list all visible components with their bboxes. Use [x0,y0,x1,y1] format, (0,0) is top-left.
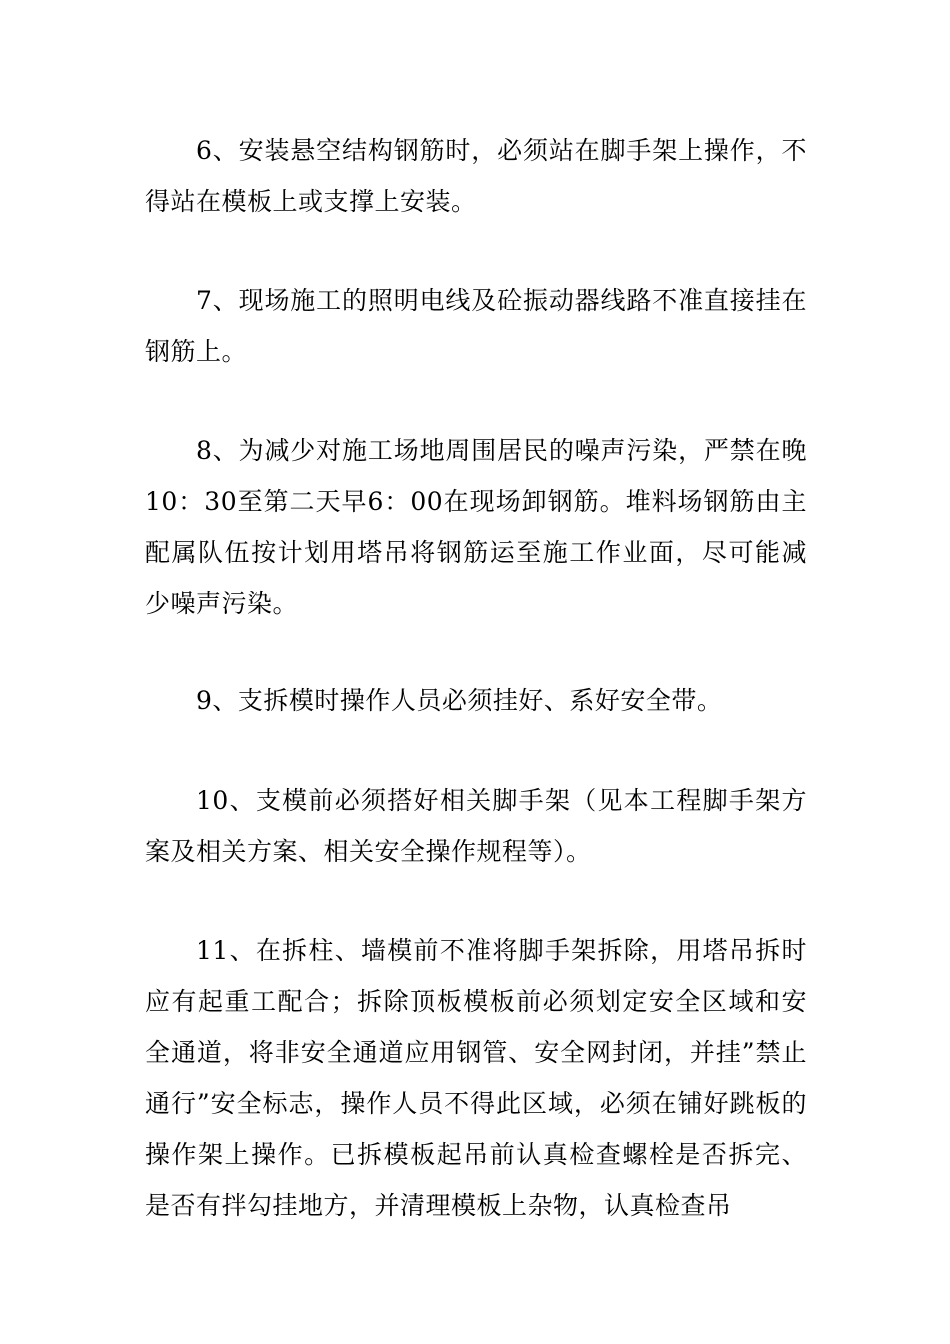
paragraph-11: 11、在拆柱、墙模前不准将脚手架拆除，用塔吊拆时应有起重工配合；拆除顶板模板前必须划定安全区域和安全通道，将非安全通道应用钢管、安全网封闭，并挂”禁止通行”安全标志，操作人员不得此区域，必须在铺好跳板的操作架上操作。已拆模板起吊前认真检查螺栓是否拆完、是否有拌勾挂地方，并清理模板上杂物，认真检查吊 [145,936,807,1220]
paragraph-9: 9、支拆模时操作人员必须挂好、系好安全带。 [196,686,723,715]
paragraph-10: 10、支模前必须搭好相关脚手架（见本工程脚手架方案及相关方案、相关安全操作规程等）。 [145,786,807,866]
paragraph-8: 8、为减少对施工场地周围居民的噪声污染，严禁在晚10：30至第二天早6：00在现场卸钢筋。堆料场钢筋由主配属队伍按计划用塔吊将钢筋运至施工作业面，尽可能减少噪声污染。 [145,436,807,618]
paragraph-6: 6、安装悬空结构钢筋时，必须站在脚手架上操作，不得站在模板上或支撑上安装。 [145,136,807,216]
paragraph-7: 7、现场施工的照明电线及砼振动器线路不准直接挂在钢筋上。 [145,286,807,366]
